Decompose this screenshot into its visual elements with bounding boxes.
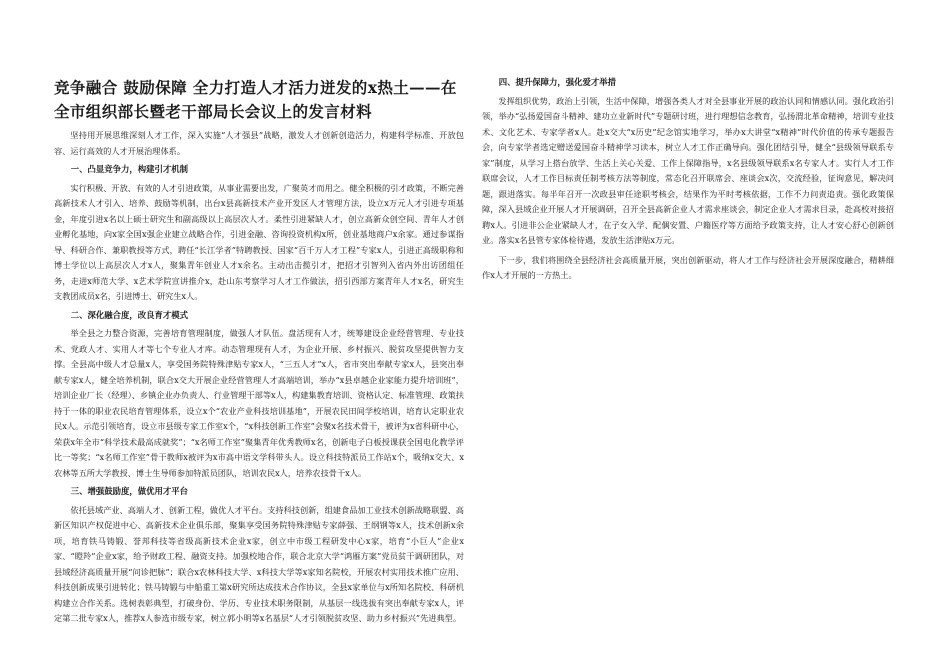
closing-paragraph: 下一步，我们将围绕全县经济社会高质量开展，突出创新驱动，将人才工作与经济社会开展深度融合，精耕细作x人才开展的一方热土。 bbox=[482, 254, 894, 280]
section-2-heading: 二、深化融合度，改良育才模式 bbox=[70, 309, 189, 320]
right-column bbox=[482, 72, 894, 284]
section-1-heading: 一、凸显竞争力，构建引才机制 bbox=[70, 164, 189, 174]
section-3-paragraph: 依托县域产业、高端人才、创新工程，做优人才平台。支持科技创新，组建食品加工业技术创新战略联盟、高新区知识产权促进中心、高新技术企业俱乐部，聚集享受国务院特殊津贴专家薛强、王纲钢等x人，技术创新x余项，培育铁马铸锻、誉邦科技等省级高新技术企业x家，创立中市级工程研发中心x家，培育“小巨人”企业x家、“瞪羚”企业x家，给予财政工程、融资支持。加强校地合作，联合北京大学“鸿雁方案”党员贫干调研团队，对县域经济高质量开展“问诊把脉”；联合x农林科技大学、x科技大学等x家知名院校，开展农村实用技术推广应用、科技创新成果引进转化；铁马铸锻与中船重工第x研究所达成技术合作协议，全县x家单位与x所知名院校、科研机构建立合作关系。选树表彰典型，打破身份、学历、专业技术职务限制，从基层一线选拔有突出奉献专家x人，评定第二批专家x人，推荐x人参选市级专家，树立郭小明等x名基层“人才引领脱贫攻坚、助力乡村振兴”先进典型。 bbox=[54, 504, 464, 623]
section-4-paragraph: 发挥组织优势，政治上引领，生活中保障，增强各类人才对全县事业开展的政治认同和情感认同。强化政治引领，举办“弘扬爱国奋斗精神、建功立业新时代”专题研讨班，进行理想信念教育，弘扬渭北革命精神，培训专业技术、文化艺术、专家学者x人。赴x交大“x历史”纪念馆实地学习，举办x大讲堂“x精神”时代价值的传承专题报告会，向专家学者选定赠送爱国奋斗精神学习读本，树立人才工作正确导向。强化团结引导，健全“县级领导联系专家”制度，从学习上搭台放学、生活上关心关爱、工作上保障指导，x名县级领导联系x名专家人才。实行人才工作联席会议，人才工作目标责任制考核方法等制度，常态化召开联席会、座谈会x次，交流经验，征询意见，解决问题，跟进落实。每半年召开一次政县审任途职考核会，结果作为平时考核依据，工作不力问责追责。强化政策保障，深入县域企业开展人才开展调研，召开全县高新企业人才需求座谈会，制定企业人才需求目录，赴高校对接招聘x人。引进非公企业紧缺人才，在子女入学、配偶安置、户籍医疗等方面给予政策支持，让人才安心舒心创新创业。落实x名县管专家体检待遇，发放生活津贴x万元。 bbox=[482, 95, 894, 245]
section-1-paragraph: 实行积极、开放、有效的人才引进政策，从事业需要出发，广聚英才而用之。健全积极的引才政策，不断完善高新技术人才引入、培养、鼓励等机制，出台x县高新技术产业开发区人才管理方法，设立x万元人才引进专项基金，年度引进x名以上硕士研究生和副高级以上高层次人才。柔性引进紧缺人才，创立高新众创空间、青年人才创业孵化基地，向x家全国x强企业建立战略合作，引进金融、咨询投资机构x所，创业基地商户x余家。通过参谋指导、科研合作、兼职教授等方式，聘任“长江学者”特聘教授、国家“百千万人才工程”专家x人，引进正高级职称和博士学位以上高层次人才x人，聚集青年创业人才x余名。主动出击揽引才，把招才引智列入省内外出访团组任务，走进x师范大学、x艺术学院宣讲推介x，赴山东考察学习人才工作做法，招引西部方案青年人才x名，研究生支教团成员x名，引进博士、研究生x人。 bbox=[54, 182, 464, 301]
intro-paragraph: 坚持用开展思维深刻人才工作，深入实施“人才强县”战略，激发人才创新创造活力，构建科学标准、开放包容、运行高效的人才开展治理体系。 bbox=[54, 130, 464, 156]
section-3-heading: 三、增强鼓励度，做优用才平台 bbox=[70, 486, 189, 496]
section-2-paragraph: 举全县之力整合资源，完善培育管理制度，做强人才队伍。盘活现有人才，统筹建设企业经营管理、专业技术、党政人才、实用人才等七个专业人才库。动态管理现有人才，为企业开展、乡村振兴、脱贫攻坚提供智力支撑。全县高中级人才总量x人，享受国务院特殊津贴专家x人，“三五人才”x人，省市突出奉献专家x人，县突出奉献专家x人，健全培养机制，联合x交大开展企业经营管理人才高端培训，举办“x县卓越企业家能力提升培训班”，培训企业厂长（经理）、乡镇企业办负责人、行业管理干部等x人，构建集教育培训、资格认定、标准管理、政策扶持于一体的职业农民培育管理体系，设立x个“农业产业科技培训基地”，开展农民田间学校培训，培育认定职业农民x人。示范引领培育，设立市县级专家工作室x个，“x科技创新工作室”会聚x名技术骨干，被评为x省科研中心，荣获x年全市“科学技术最高成就奖”；“x名师工作室”聚集青年优秀教师x名，创新电子白板授课获全国电化教学评比一等奖；“x名师工作室”骨干教师x被评为x市高中语文学科带头人。设立科技特派员工作站x个，吸纳x交大、x农林等五所大学教授、博士生导师参加特派员团队，培训农民x人，培养农技骨干x人。 bbox=[54, 328, 464, 478]
section-4-heading: 四、提升保障力，强化爱才举措 bbox=[498, 77, 617, 87]
document-title: 竞争融合 鼓励保障 全力打造人才活力迸发的x热土——在全市组织部长暨老干部局长会议上的发言材料 bbox=[54, 78, 457, 121]
left-column bbox=[54, 76, 464, 627]
